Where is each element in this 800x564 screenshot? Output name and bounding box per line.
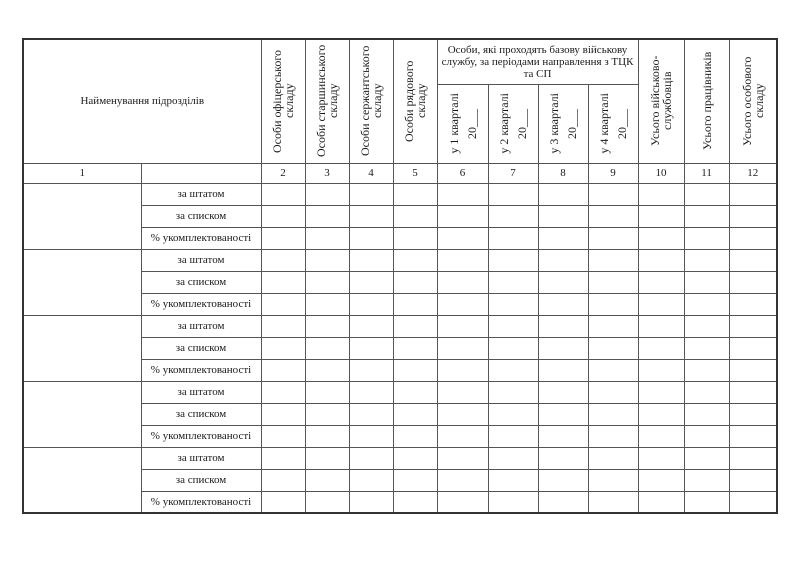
value-cell[interactable] xyxy=(305,425,349,447)
value-cell[interactable] xyxy=(684,315,729,337)
value-cell[interactable] xyxy=(588,491,638,513)
value-cell[interactable] xyxy=(305,227,349,249)
value-cell[interactable] xyxy=(684,447,729,469)
column-number: 2 xyxy=(261,163,305,183)
value-cell[interactable] xyxy=(437,469,488,491)
row-label: % укомплектованості xyxy=(141,359,261,381)
value-cell[interactable] xyxy=(538,359,588,381)
value-cell[interactable] xyxy=(349,337,393,359)
table-row xyxy=(23,315,777,337)
value-cell[interactable] xyxy=(437,271,488,293)
value-cell[interactable] xyxy=(538,271,588,293)
column-number: 8 xyxy=(538,163,588,183)
value-cell[interactable] xyxy=(488,183,538,205)
value-cell[interactable] xyxy=(437,491,488,513)
form-body xyxy=(23,183,777,513)
value-cell[interactable] xyxy=(305,337,349,359)
row-label: за штатом xyxy=(141,381,261,403)
value-cell[interactable] xyxy=(349,403,393,425)
value-cell[interactable] xyxy=(305,359,349,381)
value-cell[interactable] xyxy=(488,381,538,403)
value-cell[interactable] xyxy=(437,359,488,381)
value-cell[interactable] xyxy=(538,447,588,469)
column-numbers-row xyxy=(23,163,777,183)
value-cell[interactable] xyxy=(488,249,538,271)
value-cell[interactable] xyxy=(588,359,638,381)
header-basic-service-group: Особи, які проходять базову військову службу, за періодами направлення з ТЦК та СП xyxy=(437,39,638,84)
header-unit-name: Найменування підрозділів xyxy=(23,39,261,163)
value-cell[interactable] xyxy=(638,337,684,359)
value-cell[interactable] xyxy=(261,337,305,359)
row-label: за штатом xyxy=(141,315,261,337)
value-cell[interactable] xyxy=(729,491,777,513)
value-cell[interactable] xyxy=(729,293,777,315)
header-total-servicemen: Усього військово-службовців xyxy=(638,39,684,163)
value-cell[interactable] xyxy=(305,491,349,513)
value-cell[interactable] xyxy=(261,469,305,491)
value-cell[interactable] xyxy=(588,425,638,447)
value-cell[interactable] xyxy=(349,205,393,227)
value-cell[interactable] xyxy=(349,271,393,293)
value-cell[interactable] xyxy=(305,403,349,425)
value-cell[interactable] xyxy=(305,183,349,205)
value-cell[interactable] xyxy=(488,447,538,469)
value-cell[interactable] xyxy=(729,249,777,271)
value-cell[interactable] xyxy=(305,271,349,293)
value-cell[interactable] xyxy=(588,469,638,491)
value-cell[interactable] xyxy=(729,425,777,447)
row-label: % укомплектованості xyxy=(141,227,261,249)
value-cell[interactable] xyxy=(684,425,729,447)
value-cell[interactable] xyxy=(729,227,777,249)
value-cell[interactable] xyxy=(261,205,305,227)
value-cell[interactable] xyxy=(437,315,488,337)
value-cell[interactable] xyxy=(538,381,588,403)
column-number: 6 xyxy=(437,163,488,183)
value-cell[interactable] xyxy=(638,249,684,271)
value-cell[interactable] xyxy=(538,293,588,315)
value-cell[interactable] xyxy=(349,293,393,315)
value-cell[interactable] xyxy=(538,249,588,271)
header-officers: Особи офіцерського складу xyxy=(261,39,305,163)
header-privates: Особи рядового складу xyxy=(393,39,437,163)
column-number: 1 xyxy=(23,163,141,183)
value-cell[interactable] xyxy=(349,227,393,249)
value-cell[interactable] xyxy=(488,337,538,359)
value-cell[interactable] xyxy=(588,315,638,337)
value-cell[interactable] xyxy=(393,205,437,227)
value-cell[interactable] xyxy=(638,403,684,425)
value-cell[interactable] xyxy=(393,183,437,205)
value-cell[interactable] xyxy=(729,183,777,205)
value-cell[interactable] xyxy=(261,425,305,447)
value-cell[interactable] xyxy=(488,469,538,491)
value-cell[interactable] xyxy=(684,205,729,227)
value-cell[interactable] xyxy=(638,183,684,205)
value-cell[interactable] xyxy=(261,403,305,425)
value-cell[interactable] xyxy=(393,491,437,513)
value-cell[interactable] xyxy=(588,381,638,403)
value-cell[interactable] xyxy=(437,381,488,403)
column-number: 10 xyxy=(638,163,684,183)
value-cell[interactable] xyxy=(588,293,638,315)
value-cell[interactable] xyxy=(261,293,305,315)
value-cell[interactable] xyxy=(488,425,538,447)
value-cell[interactable] xyxy=(684,271,729,293)
value-cell[interactable] xyxy=(638,293,684,315)
column-number: 4 xyxy=(349,163,393,183)
value-cell[interactable] xyxy=(488,315,538,337)
value-cell[interactable] xyxy=(305,447,349,469)
value-cell[interactable] xyxy=(638,381,684,403)
column-number-blank xyxy=(141,163,261,183)
table-row xyxy=(23,447,777,469)
value-cell[interactable] xyxy=(488,293,538,315)
value-cell[interactable] xyxy=(261,271,305,293)
value-cell[interactable] xyxy=(349,249,393,271)
value-cell[interactable] xyxy=(437,403,488,425)
value-cell[interactable] xyxy=(588,227,638,249)
value-cell[interactable] xyxy=(349,491,393,513)
value-cell[interactable] xyxy=(437,249,488,271)
value-cell[interactable] xyxy=(261,315,305,337)
value-cell[interactable] xyxy=(437,425,488,447)
unit-name-cell[interactable] xyxy=(23,249,141,315)
value-cell[interactable] xyxy=(538,337,588,359)
value-cell[interactable] xyxy=(538,205,588,227)
value-cell[interactable] xyxy=(305,249,349,271)
row-label: за списком xyxy=(141,403,261,425)
row-label: % укомплектованості xyxy=(141,293,261,315)
personnel-form-table xyxy=(22,38,778,514)
value-cell[interactable] xyxy=(684,491,729,513)
value-cell[interactable] xyxy=(393,337,437,359)
value-cell[interactable] xyxy=(588,447,638,469)
value-cell[interactable] xyxy=(437,447,488,469)
row-label: за штатом xyxy=(141,249,261,271)
value-cell[interactable] xyxy=(684,227,729,249)
value-cell[interactable] xyxy=(437,227,488,249)
value-cell[interactable] xyxy=(638,469,684,491)
table-row xyxy=(23,183,777,205)
value-cell[interactable] xyxy=(261,249,305,271)
value-cell[interactable] xyxy=(349,381,393,403)
value-cell[interactable] xyxy=(538,469,588,491)
table-row xyxy=(23,381,777,403)
value-cell[interactable] xyxy=(393,447,437,469)
value-cell[interactable] xyxy=(437,337,488,359)
value-cell[interactable] xyxy=(349,183,393,205)
value-cell[interactable] xyxy=(261,447,305,469)
value-cell[interactable] xyxy=(729,205,777,227)
value-cell[interactable] xyxy=(638,491,684,513)
value-cell[interactable] xyxy=(588,205,638,227)
value-cell[interactable] xyxy=(729,359,777,381)
value-cell[interactable] xyxy=(684,337,729,359)
value-cell[interactable] xyxy=(393,469,437,491)
header-total-personnel: Усього особового складу xyxy=(729,39,777,163)
value-cell[interactable] xyxy=(729,403,777,425)
value-cell[interactable] xyxy=(684,469,729,491)
header-senior-ncos: Особи старшинського складу xyxy=(305,39,349,163)
column-number: 12 xyxy=(729,163,777,183)
value-cell[interactable] xyxy=(393,359,437,381)
header-total-employees: Усього працівників xyxy=(684,39,729,163)
value-cell[interactable] xyxy=(684,293,729,315)
value-cell[interactable] xyxy=(349,315,393,337)
value-cell[interactable] xyxy=(538,315,588,337)
value-cell[interactable] xyxy=(684,359,729,381)
header-quarter-3: у 3 кварталі 20___ xyxy=(538,84,588,163)
value-cell[interactable] xyxy=(349,447,393,469)
header-quarter-4: у 4 кварталі 20___ xyxy=(588,84,638,163)
value-cell[interactable] xyxy=(305,469,349,491)
value-cell[interactable] xyxy=(488,491,538,513)
value-cell[interactable] xyxy=(538,403,588,425)
column-number: 5 xyxy=(393,163,437,183)
value-cell[interactable] xyxy=(349,425,393,447)
value-cell[interactable] xyxy=(538,491,588,513)
value-cell[interactable] xyxy=(349,469,393,491)
value-cell[interactable] xyxy=(393,315,437,337)
unit-name-cell[interactable] xyxy=(23,381,141,447)
value-cell[interactable] xyxy=(305,293,349,315)
value-cell[interactable] xyxy=(305,205,349,227)
value-cell[interactable] xyxy=(729,469,777,491)
unit-name-cell[interactable] xyxy=(23,315,141,381)
column-number: 3 xyxy=(305,163,349,183)
row-label: за штатом xyxy=(141,183,261,205)
value-cell[interactable] xyxy=(393,381,437,403)
value-cell[interactable] xyxy=(729,381,777,403)
value-cell[interactable] xyxy=(393,271,437,293)
value-cell[interactable] xyxy=(261,183,305,205)
value-cell[interactable] xyxy=(393,293,437,315)
value-cell[interactable] xyxy=(588,249,638,271)
value-cell[interactable] xyxy=(684,403,729,425)
value-cell[interactable] xyxy=(638,359,684,381)
value-cell[interactable] xyxy=(588,183,638,205)
unit-name-cell[interactable] xyxy=(23,183,141,249)
value-cell[interactable] xyxy=(305,315,349,337)
column-number: 9 xyxy=(588,163,638,183)
row-label: за списком xyxy=(141,271,261,293)
value-cell[interactable] xyxy=(684,183,729,205)
value-cell[interactable] xyxy=(261,491,305,513)
value-cell[interactable] xyxy=(488,359,538,381)
value-cell[interactable] xyxy=(638,315,684,337)
column-number: 7 xyxy=(488,163,538,183)
row-label: за списком xyxy=(141,337,261,359)
row-label: за штатом xyxy=(141,447,261,469)
value-cell[interactable] xyxy=(349,359,393,381)
value-cell[interactable] xyxy=(588,403,638,425)
value-cell[interactable] xyxy=(729,337,777,359)
value-cell[interactable] xyxy=(261,359,305,381)
value-cell[interactable] xyxy=(729,447,777,469)
value-cell[interactable] xyxy=(393,227,437,249)
row-label: % укомплектованості xyxy=(141,425,261,447)
column-number: 11 xyxy=(684,163,729,183)
value-cell[interactable] xyxy=(729,315,777,337)
value-cell[interactable] xyxy=(393,249,437,271)
value-cell[interactable] xyxy=(261,381,305,403)
value-cell[interactable] xyxy=(261,227,305,249)
header-sergeants: Особи сержантського складу xyxy=(349,39,393,163)
value-cell[interactable] xyxy=(437,183,488,205)
table-row xyxy=(23,249,777,271)
value-cell[interactable] xyxy=(638,227,684,249)
value-cell[interactable] xyxy=(488,227,538,249)
value-cell[interactable] xyxy=(488,271,538,293)
value-cell[interactable] xyxy=(393,425,437,447)
value-cell[interactable] xyxy=(538,227,588,249)
value-cell[interactable] xyxy=(538,183,588,205)
header-quarter-2: у 2 кварталі 20___ xyxy=(488,84,538,163)
header-quarter-1: у 1 кварталі 20___ xyxy=(437,84,488,163)
value-cell[interactable] xyxy=(588,337,638,359)
value-cell[interactable] xyxy=(538,425,588,447)
value-cell[interactable] xyxy=(488,205,538,227)
row-label: за списком xyxy=(141,469,261,491)
value-cell[interactable] xyxy=(305,381,349,403)
value-cell[interactable] xyxy=(729,271,777,293)
unit-name-cell[interactable] xyxy=(23,447,141,513)
value-cell[interactable] xyxy=(437,293,488,315)
value-cell[interactable] xyxy=(638,271,684,293)
value-cell[interactable] xyxy=(638,447,684,469)
row-label: за списком xyxy=(141,205,261,227)
row-label: % укомплектованості xyxy=(141,491,261,513)
value-cell[interactable] xyxy=(684,249,729,271)
value-cell[interactable] xyxy=(393,403,437,425)
value-cell[interactable] xyxy=(488,403,538,425)
value-cell[interactable] xyxy=(638,205,684,227)
value-cell[interactable] xyxy=(638,425,684,447)
value-cell[interactable] xyxy=(588,271,638,293)
value-cell[interactable] xyxy=(437,205,488,227)
value-cell[interactable] xyxy=(684,381,729,403)
